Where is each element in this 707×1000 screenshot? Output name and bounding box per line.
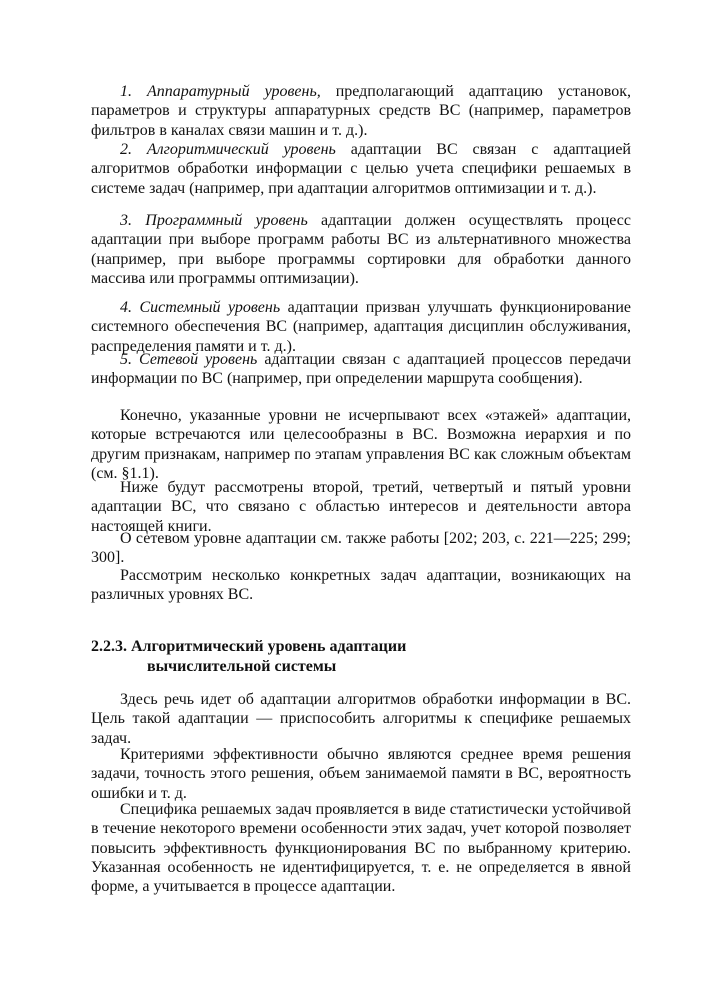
term-hardware-level: 1. Аппаратурный уровень, <box>120 83 321 100</box>
paragraph-network-level <box>91 350 631 389</box>
section-heading <box>91 637 631 677</box>
paragraph-text: Критериями эффективности обычно являются среднее время решения задачи, точность этого решения, объем занимаемой памяти в ВС, вероятность ошибки и т. д. <box>91 746 631 802</box>
term-system-level: 4. Системный уровень <box>120 299 281 316</box>
paragraph-network-references <box>91 529 631 568</box>
paragraph-text: Ниже будут рассмотрены второй, третий, четвертый и пятый уровни адаптации ВС, что связано с областью интересов и деятельности автора настоящей книги. <box>91 479 631 535</box>
paragraph-hardware-level <box>91 82 631 140</box>
section-number: 2.2.3. <box>91 638 127 655</box>
paragraph-efficiency-criteria <box>91 745 631 803</box>
paragraph-text: О сетевом уровне адаптации см. также работы [202; 203, с. 221—225; 299; 300]. <box>91 530 631 567</box>
paragraph-text: Здесь речь идет об адаптации алгоритмов обработки информации в ВС. Цель такой адаптации — приспособить алгоритмы к специфике решаемых задач. <box>91 691 631 747</box>
paragraph-system-level <box>91 298 631 356</box>
term-program-level: 3. Программный уровень <box>120 212 308 229</box>
section-title-line1: Алгоритмический уровень адаптации <box>131 638 407 655</box>
paragraph-text: адаптации связан с адаптацией процессов передачи информации по ВС (например, при определении маршрута сообщения). <box>91 351 632 388</box>
paragraph-text: адаптации должен осуществлять процесс адаптации при выборе программ работы ВС из альтернативного множества (например, при выборе программы сортировки для обработки данного массива или программы оптимизации). <box>91 212 631 287</box>
paragraph-algorithmic-level <box>91 140 631 198</box>
paragraph-levels-not-exhaustive <box>91 406 631 483</box>
paragraph-levels-considered <box>91 478 631 536</box>
term-network-level: 5. Сетевой уровень <box>120 351 258 368</box>
paragraph-algorithm-adaptation <box>91 690 631 748</box>
paragraph-text: Конечно, указанные уровни не исчерпывают всех «этажей» адаптации, которые встречаются или целесообразны в ВС. Возможна иерархия и по другим признакам, например по этапам управления ВС как сложным объектам (см. §1.1). <box>91 407 631 482</box>
paragraph-text: Специфика решаемых задач проявляется в виде статистически устойчивой в течение некоторого времени особенности этих задач, учет которой позволяет повысить эффективность функционирования ВС по выбранному критерию. Указанная особенность не идентифицируется, т. е. не определяется в явной форме, а учитывается в процессе адаптации. <box>91 801 631 896</box>
paragraph-consider-tasks <box>91 566 631 605</box>
paragraph-text: предполагающий адаптацию установок, параметров и структуры аппаратурных средств ВС (например, параметров фильтров в каналах связи машин и т. д.). <box>91 83 631 139</box>
paragraph-program-level <box>91 211 631 288</box>
paragraph-task-specifics <box>91 800 631 896</box>
paragraph-text: Рассмотрим несколько конкретных задач адаптации, возникающих на различных уровнях ВС. <box>91 567 631 604</box>
paragraph-text: адаптации призван улучшать функционирование системного обеспечения ВС (например, адаптация дисциплин обслуживания, распределения памяти и т. д.). <box>91 299 631 355</box>
paragraph-text: адаптации ВС связан с адаптацией алгоритмов обработки информации с целью учета специфики решаемых в системе задач (например, при адаптации алгоритмов оптимизации и т. д.). <box>91 141 631 197</box>
section-title-line2: вычислительной системы <box>147 658 337 675</box>
term-algorithmic-level: 2. Алгоритмический уровень <box>120 141 336 158</box>
